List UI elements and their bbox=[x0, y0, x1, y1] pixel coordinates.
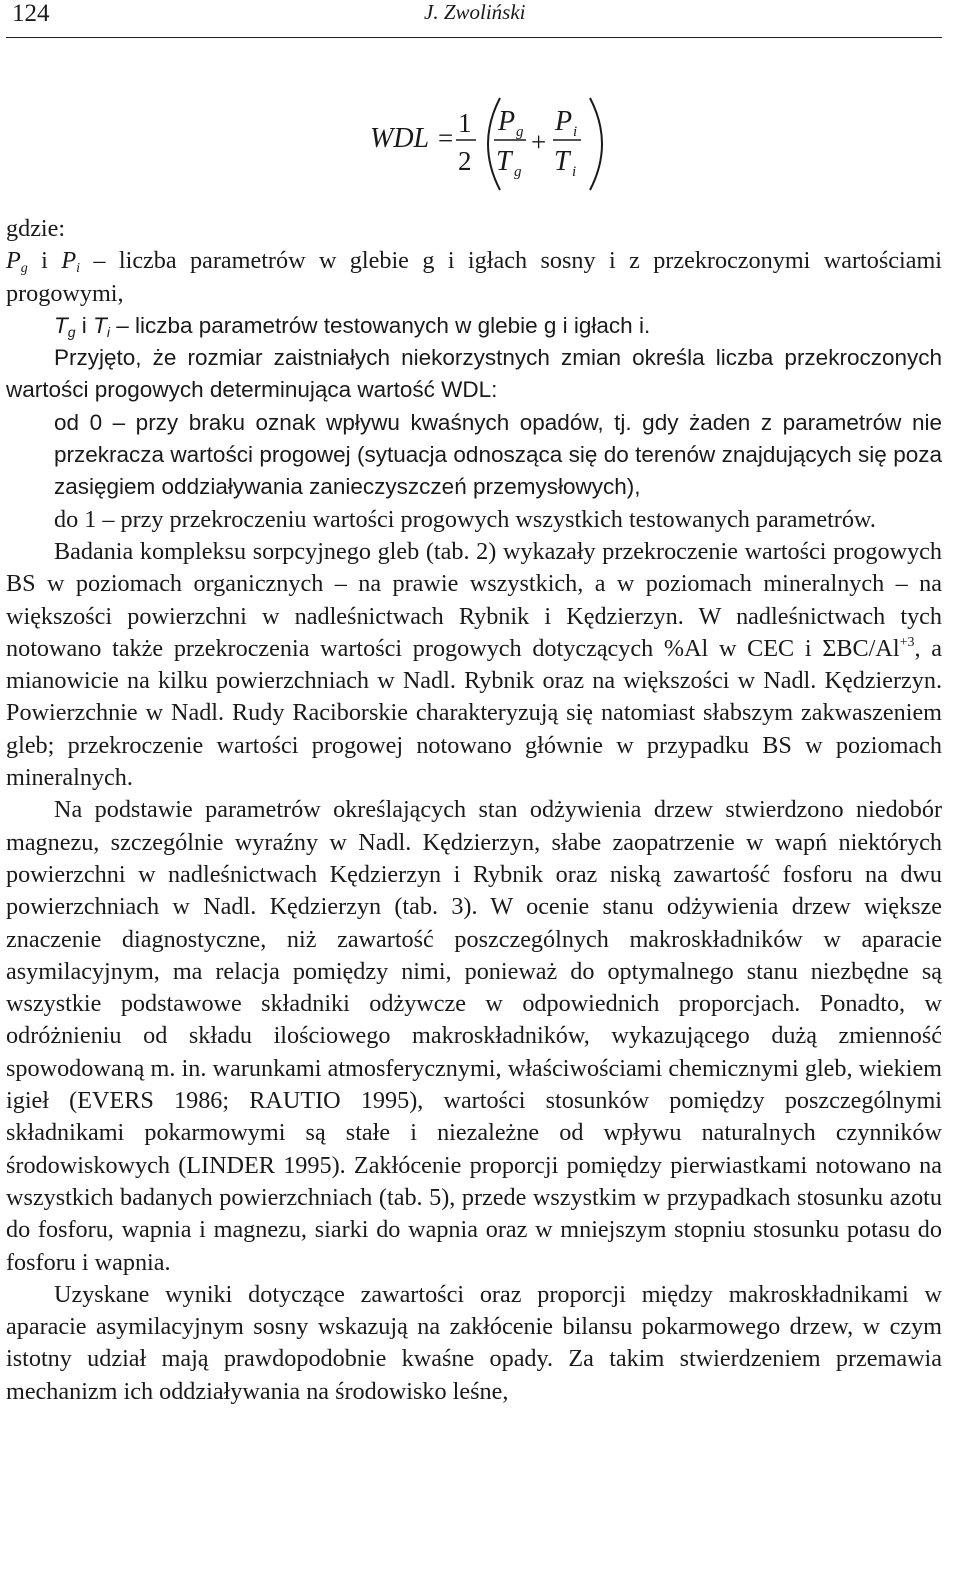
formula-pg: P bbox=[498, 106, 516, 137]
definitions-intro: gdzie: bbox=[6, 215, 66, 242]
definition-p-text: – liczba parametrów w glebie g i igłach sosny i z przekroczonymi wartościami progowymi, bbox=[6, 247, 942, 307]
paragraph-3: Na podstawie parametrów określających stan odżywienia drzew stwierdzono niedobór magnezu, szczególnie wyraźny w Nadl. Kędzierzyn, słabe zaopatrzenie w wapń niektórych powierzchni w nadleśnictwach Kędzierzyn i Rybnik oraz niską zawartość fosforu na dwu powierzchniach w Nadl. Kędzierzyn (tab. 3). W ocenie stanu odżywienia drzew większe znaczenie diagnostyczne, niż zawartość poszczególnych makroskładników w aparacie asymilacyjnym, ma relacja pomiędzy nimi, ponieważ do optymalnego stanu niezbędne są wszystkie podstawowe składniki odżywcze w odpowiednich proporcjach. Ponadto, w odróżnieniu od składu ilościowego makroskładników, wykazującego dużą zmienność spowodowaną m. in. warunkami atmosferycznymi, właściwościami chemicznymi gleb, wiekiem igieł (EVERS 1986; RAUTIO 1995), wartości stosunków pomiędzy poszczególnymi składnikami pokarmowymi są stałe i niezależne od wpływu naturalnych czynników środowiskowych (LINDER 1995). Zakłócenie proporcji pomiędzy pierwiastkami notowano na wszystkich badanych powierzchniach (tab. 5), przede wszystkim w przypadkach stosunku azotu do fosforu, wapnia i magnezu, siarki do wapnia oraz w mniejszym stopniu stosunku potasu do fosforu i wapnia. bbox=[6, 796, 942, 1276]
formula-ti-sub: i bbox=[572, 164, 577, 180]
symbol-pi: P bbox=[61, 247, 77, 275]
formula-tg: T bbox=[496, 146, 512, 177]
formula-pi: P bbox=[555, 106, 573, 137]
formula-equals: = bbox=[438, 123, 454, 153]
symbol-pi-sub: i bbox=[76, 261, 80, 277]
paragraph-4: Uzyskane wyniki dotyczące zawartości oraz proporcji między makroskładnikami w aparacie asymilacyjnym sosny wskazują na zakłócenie bilansu pokarmowego drzew, w czym istotny udział mają prawdopodobnie kwaśne opady. Za takim stwierdzeniem przemawia mechanizm ich oddziaływania na środowisko leśne, bbox=[6, 1280, 942, 1405]
body-text bbox=[6, 213, 942, 1408]
symbol-tg: T bbox=[54, 312, 68, 338]
formula-half-denominator: 2 bbox=[458, 146, 472, 176]
paragraph-2-rest: , a mianowicie na kilku powierzchniach w Nadl. Rybnik oraz na większości w Nadl. Kędzierzyn. Powierzchnie w Nadl. Rudy Raciborskie charakteryzują się natomiast słabszym zakwaszeniem gleb; przekroczenie wartości progowej notowano głównie w przypadku BS w poziomach mineralnych. bbox=[6, 634, 942, 792]
header-rule bbox=[6, 37, 942, 38]
page-header bbox=[6, 0, 942, 42]
formula-ti: T bbox=[554, 146, 570, 177]
wdl-range-from: od 0 – przy braku oznak wpływu kwaśnych opadów, tj. gdy żaden z parametrów nie przekracza wartości progowej (sytuacja odnosząca się do terenów znajdujących się poza zasięgiem oddziaływania zanieczyszczeń przemysłowych), bbox=[54, 409, 942, 500]
paragraph-2-sup: +3 bbox=[899, 634, 915, 650]
symbol-tg-sub: g bbox=[67, 323, 76, 340]
definition-p bbox=[6, 245, 942, 310]
formula-pi-sub: i bbox=[573, 124, 578, 140]
symbol-ti-sub: i bbox=[106, 323, 110, 340]
formula-svg bbox=[6, 74, 646, 199]
wdl-formula bbox=[6, 74, 942, 199]
paragraph-1: Przyjęto, że rozmiar zaistniałych niekorzystnych zmian określa liczba przekroczonych wartości progowych determinująca wartość WDL: bbox=[6, 345, 942, 403]
symbol-ti: T bbox=[93, 312, 107, 338]
formula-right-paren bbox=[590, 98, 602, 190]
formula-pg-sub: g bbox=[516, 124, 524, 140]
definition-t bbox=[6, 310, 942, 342]
formula-half-numerator: 1 bbox=[458, 108, 472, 138]
wdl-range-to: do 1 – przy przekroczeniu wartości progowych wszystkich testowanych parametrów. bbox=[54, 505, 876, 533]
symbol-and-1: i bbox=[27, 247, 62, 275]
paragraph-2-text: Badania kompleksu sorpcyjnego gleb (tab. 2) wykazały przekroczenie wartości progowych BS w poziomach organicznych – na prawie wszystkich, a w poziomach mineralnych – na większości powierzchni w nadleśnictwach Rybnik i Kędzierzyn. W nadleśnictwach tych notowano także przekroczenia wartości progowych dotyczących %Al w CEC i ΣBC/Al bbox=[6, 537, 942, 662]
page-number: 124 bbox=[12, 0, 50, 27]
formula-tg-sub: g bbox=[514, 164, 522, 180]
paragraph-2 bbox=[6, 536, 942, 794]
formula-plus: + bbox=[531, 127, 547, 157]
symbol-pg-sub: g bbox=[20, 261, 28, 277]
symbol-and-2: i bbox=[75, 312, 94, 338]
formula-lhs: WDL bbox=[370, 123, 430, 154]
running-head: J. Zwoliński bbox=[424, 0, 526, 24]
definition-t-text: – liczba parametrów testowanych w glebie g i igłach i. bbox=[109, 312, 651, 338]
symbol-pg: P bbox=[6, 247, 21, 275]
